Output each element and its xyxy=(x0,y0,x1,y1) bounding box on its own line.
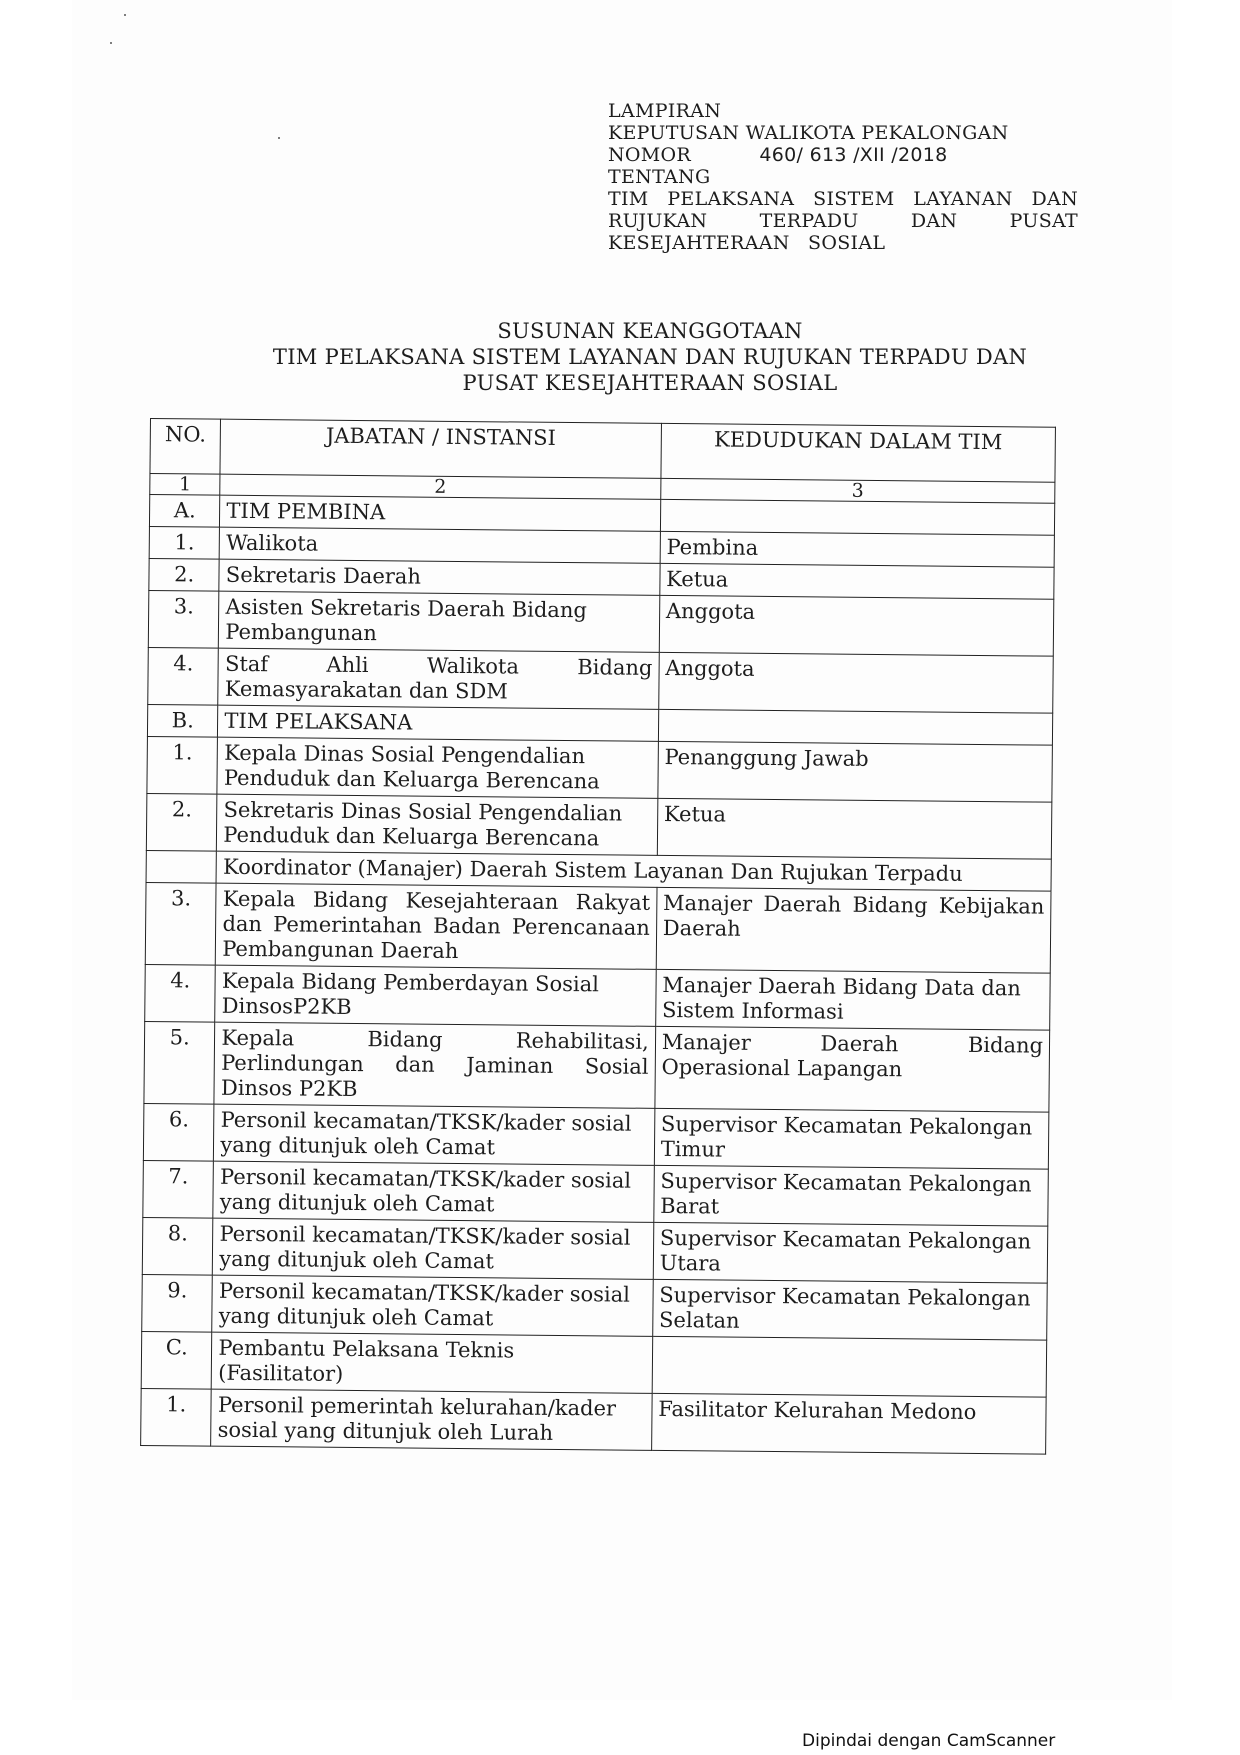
row-number: 3. xyxy=(148,590,219,648)
row-number: 8. xyxy=(142,1217,213,1275)
row-jabatan: Staf Ahli Walikota Bidang Kemasyarakatan dan SDM xyxy=(218,648,659,709)
table-row xyxy=(147,736,1053,802)
tentang-label: TENTANG xyxy=(608,166,711,188)
row-kedudukan xyxy=(660,499,1055,535)
header-kedudukan: KEDUDUKAN DALAM TIM xyxy=(661,423,1056,482)
row-jabatan: Kepala Bidang Pemberdayan Sosial DinsosP2KB xyxy=(215,965,656,1026)
row-kedudukan: Penanggung Jawab xyxy=(658,741,1053,802)
row-kedudukan: Manajer Daerah Bidang Data dan Sistem Informasi xyxy=(655,969,1050,1030)
title-line-1: SUSUNAN KEANGGOTAAN xyxy=(497,319,803,343)
row-kedudukan: Manajer Daerah Bidang Kebijakan Daerah xyxy=(656,887,1051,973)
header-jabatan: JABATAN / INSTANSI xyxy=(220,419,661,478)
row-jabatan: Sekretaris Daerah xyxy=(219,559,660,595)
row-jabatan: Kepala Dinas Sosial Pengendalian Penduduk dan Keluarga Berencana xyxy=(217,737,658,798)
table-row xyxy=(146,793,1052,859)
row-number: 2. xyxy=(149,558,220,591)
row-number: B. xyxy=(147,704,218,737)
row-kedudukan: Anggota xyxy=(658,652,1053,713)
index-cell: 3 xyxy=(660,478,1054,503)
row-number: 2. xyxy=(146,793,217,851)
row-kedudukan: Fasilitator Kelurahan Medono xyxy=(651,1393,1046,1454)
row-jabatan: Personil kecamatan/TKSK/kader sosial yang ditunjuk oleh Camat xyxy=(212,1275,653,1336)
table-body xyxy=(141,495,1055,1455)
row-number: 4. xyxy=(145,964,216,1022)
row-number xyxy=(146,850,217,883)
index-cell: 2 xyxy=(220,474,661,499)
nomor-label: NOMOR xyxy=(608,144,692,166)
row-number: 3. xyxy=(145,882,216,965)
row-number: 1. xyxy=(147,736,218,794)
row-jabatan: Asisten Sekretaris Daerah Bidang Pembangunan xyxy=(219,591,660,652)
table-row xyxy=(141,1331,1047,1397)
row-jabatan: Pembantu Pelaksana Teknis (Fasilitator) xyxy=(212,1332,653,1393)
row-kedudukan: Anggota xyxy=(659,595,1054,656)
table-row xyxy=(142,1274,1048,1340)
row-kedudukan: Ketua xyxy=(657,798,1052,859)
table-header-row xyxy=(150,419,1055,483)
scan-speck xyxy=(278,137,280,139)
row-kedudukan xyxy=(652,1336,1047,1397)
document-title xyxy=(250,318,1050,396)
membership-table xyxy=(140,418,1056,1455)
title-line-3: PUSAT KESEJAHTERAAN SOSIAL xyxy=(462,371,838,395)
row-jabatan: Koordinator (Manajer) Daerah Sistem Layanan Dan Rujukan Terpadu xyxy=(216,851,1051,891)
table-row xyxy=(148,647,1054,713)
table-row xyxy=(145,964,1051,1030)
index-cell: 1 xyxy=(150,474,221,496)
table-row xyxy=(144,1021,1050,1112)
row-number: 5. xyxy=(144,1021,215,1104)
row-jabatan: Kepala Bidang Kesejahteraan Rakyat dan Pemerintahan Badan Perencanaan Pembangunan Daerah xyxy=(216,883,657,969)
attachment-header xyxy=(608,100,1078,254)
row-jabatan: Personil pemerintah kelurahan/kader sosial yang ditunjuk oleh Lurah xyxy=(211,1389,652,1450)
row-jabatan: Sekretaris Dinas Sosial Pengendalian Penduduk dan Keluarga Berencana xyxy=(217,794,658,855)
row-jabatan: TIM PEMBINA xyxy=(220,495,661,531)
row-kedudukan: Supervisor Kecamatan Pekalongan Barat xyxy=(654,1165,1049,1226)
table-row xyxy=(148,590,1054,656)
scan-speck xyxy=(110,42,112,44)
row-kedudukan: Manajer Daerah Bidang Operasional Lapangan xyxy=(655,1026,1050,1112)
row-jabatan: TIM PELAKSANA xyxy=(218,705,659,741)
row-number: 1. xyxy=(141,1388,212,1446)
row-kedudukan: Supervisor Kecamatan Pekalongan Utara xyxy=(653,1222,1048,1283)
row-number: 7. xyxy=(143,1160,214,1218)
row-kedudukan xyxy=(658,709,1053,745)
subject-text: TIM PELAKSANA SISTEM LAYANAN DAN RUJUKAN TERPADU DAN PUSAT KESEJAHTERAAN SOSIAL xyxy=(608,188,1078,254)
row-kedudukan: Ketua xyxy=(660,563,1055,599)
keputusan-label: KEPUTUSAN WALIKOTA PEKALONGAN xyxy=(608,122,1009,144)
table-row xyxy=(143,1160,1049,1226)
scan-speck xyxy=(124,14,126,16)
row-kedudukan: Supervisor Kecamatan Pekalongan Selatan xyxy=(652,1279,1047,1340)
row-jabatan: Kepala Bidang Rehabilitasi, Perlindungan dan Jaminan Sosial Dinsos P2KB xyxy=(214,1022,655,1108)
row-kedudukan: Pembina xyxy=(660,531,1055,567)
header-no: NO. xyxy=(150,419,221,475)
row-jabatan: Personil kecamatan/TKSK/kader sosial yang ditunjuk oleh Camat xyxy=(213,1218,654,1279)
title-line-2: TIM PELAKSANA SISTEM LAYANAN DAN RUJUKAN TERPADU DAN xyxy=(272,345,1028,369)
lampiran-label: LAMPIRAN xyxy=(608,100,722,122)
nomor-value: 460/ 613 /XII /2018 xyxy=(759,144,948,166)
nomor-line xyxy=(608,144,1078,166)
row-number: 1. xyxy=(149,526,220,559)
row-jabatan: Personil kecamatan/TKSK/kader sosial yang ditunjuk oleh Camat xyxy=(214,1104,655,1165)
row-number: 9. xyxy=(142,1274,213,1332)
row-kedudukan: Supervisor Kecamatan Pekalongan Timur xyxy=(654,1108,1049,1169)
row-number: C. xyxy=(141,1331,212,1389)
row-jabatan: Personil kecamatan/TKSK/kader sosial yang ditunjuk oleh Camat xyxy=(213,1161,654,1222)
table-row xyxy=(141,1388,1047,1454)
table-row xyxy=(142,1217,1048,1283)
table-row xyxy=(143,1103,1049,1169)
row-number: 4. xyxy=(148,647,219,705)
table-row xyxy=(145,882,1051,973)
camscanner-watermark: Dipindai dengan CamScanner xyxy=(802,1731,1056,1751)
row-number: 6. xyxy=(143,1103,214,1161)
row-jabatan: Walikota xyxy=(220,527,661,563)
row-number: A. xyxy=(149,495,220,528)
